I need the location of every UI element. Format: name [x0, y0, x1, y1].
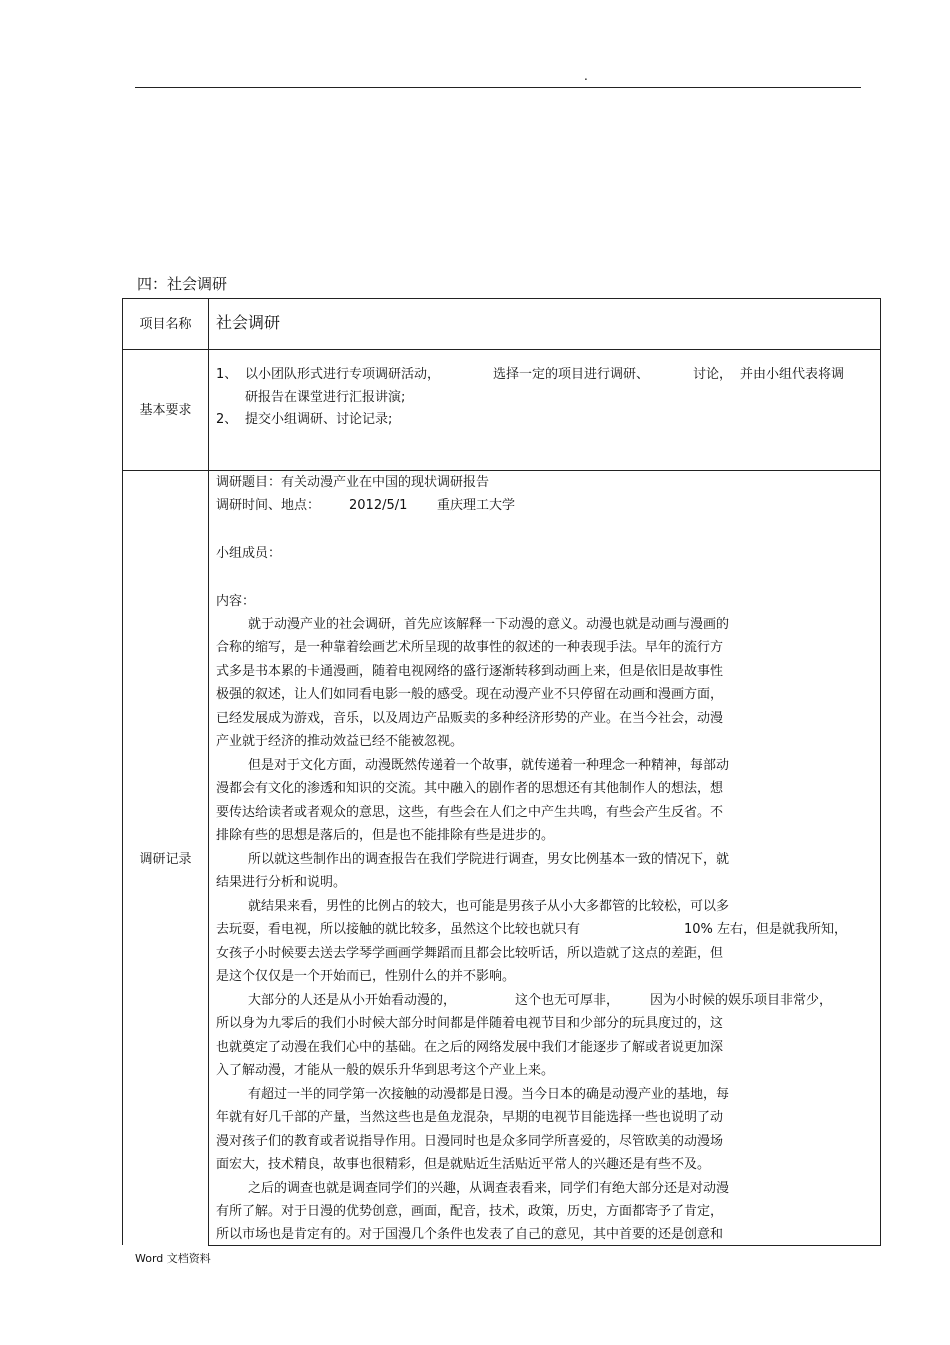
- requirement-2-number: 2、: [216, 412, 238, 427]
- label-basic-requirements: 基本要求: [139, 403, 192, 418]
- content-line-tail: 因为小时候的娱乐项目非常少，: [650, 993, 833, 1008]
- content-line: 女孩子小时候要去送去学琴学画画学舞蹈而且都会比较听话，所以造就了这点的差距，但: [216, 946, 724, 961]
- requirement-1-number: 1、: [216, 367, 238, 382]
- content-line: 大部分的人还是从小开始看动漫的，: [248, 993, 457, 1008]
- content-line: 结果进行分析和说明。: [216, 875, 347, 890]
- content-line: 就结果来看，男性的比例占的较大，也可能是男孩子从小大多都管的比较松，可以多: [248, 899, 730, 914]
- content-line: 极强的叙述，让人们如同看电影一般的感受。现在动漫产业不只停留在动画和漫画方面，: [216, 687, 724, 702]
- label-research-record: 调研记录: [139, 852, 192, 867]
- label-project-name: 项目名称: [139, 317, 192, 332]
- group-members-label: 小组成员：: [216, 546, 282, 561]
- content-line: 但是对于文化方面，动漫既然传递着一个故事，就传递着一种理念一种精神，每部动: [248, 758, 730, 773]
- content-line: 是这个仅仅是一个开始而已，性别什么的并不影响。: [216, 969, 516, 984]
- content-line: 也就奠定了动漫在我们心中的基础。在之后的网络发展中我们才能逐步了解或者说更加深: [216, 1040, 724, 1055]
- content-line: 年就有好几千部的产量，当然这些也是鱼龙混杂，早期的电视节目能选择一些也说明了动: [216, 1110, 724, 1125]
- content-line: 面宏大，技术精良，故事也很精彩，但是就贴近生活贴近平常人的兴趣还是有些不及。: [216, 1157, 711, 1172]
- section-title: 四：社会调研: [137, 275, 228, 293]
- content-label: 内容：: [216, 594, 256, 609]
- table-top-border: [122, 298, 881, 299]
- footer-text: Word 文档资料: [135, 1252, 211, 1265]
- table-right-border: [880, 298, 881, 1245]
- research-date: 2012/5/1: [349, 498, 408, 513]
- header-dot: .: [584, 69, 588, 83]
- requirement-1-text-c: 讨论，: [693, 367, 733, 382]
- content-line: 要传达给读者或者观众的意思，这些，有些会在人们之中产生共鸣，有些会产生反省。不: [216, 805, 724, 820]
- requirement-1-continued: 研报告在课堂进行汇报讲演;: [245, 390, 406, 405]
- content-line: 漫对孩子们的教育或者说指导作用。日漫同时也是众多同学所喜爱的，尽管欧美的动漫场: [216, 1134, 724, 1149]
- requirement-1-text-b: 选择一定的项目进行调研、: [493, 367, 650, 382]
- research-topic: 调研题目：有关动漫产业在中国的现状调研报告: [216, 475, 490, 490]
- requirement-2-text: 提交小组调研、讨论记录;: [245, 412, 393, 427]
- content-line: 之后的调查也就是调查同学们的兴趣，从调查表看来，同学们有绝大部分还是对动漫: [248, 1181, 730, 1196]
- column-divider: [208, 298, 209, 1245]
- content-line: 就于动漫产业的社会调研，首先应该解释一下动漫的意义。动漫也就是动画与漫画的: [248, 617, 730, 632]
- row-divider-2: [122, 470, 881, 471]
- content-line-mid: 这个也无可厚非，: [515, 993, 620, 1008]
- content-line: 产业就于经济的推动效益已经不能被忽视。: [216, 734, 464, 749]
- content-line: 所以身为九零后的我们小时候大部分时间都是伴随着电视节目和少部分的玩具度过的，这: [216, 1016, 724, 1031]
- row-divider-1: [122, 349, 881, 350]
- content-line-tail: 10% 左右，但是就我所知，: [684, 922, 848, 937]
- content-line: 所以市场也是肯定有的。对于国漫几个条件也发表了自己的意见，其中首要的还是创意和: [216, 1227, 724, 1242]
- content-line: 有超过一半的同学第一次接触的动漫都是日漫。当今日本的确是动漫产业的基地，每: [248, 1087, 730, 1102]
- content-line: 合称的缩写，是一种靠着绘画艺术所呈现的故事性的叙述的一种表现手法。早年的流行方: [216, 640, 724, 655]
- content-line: 有所了解。对于日漫的优势创意，画面，配音，技术，政策，历史，方面都寄予了肯定，: [216, 1204, 724, 1219]
- content-line: 已经发展成为游戏，音乐，以及周边产品贩卖的多种经济形势的产业。在当今社会，动漫: [216, 711, 724, 726]
- project-name-value: 社会调研: [216, 313, 281, 332]
- content-line: 式多是书本累的卡通漫画，随着电视网络的盛行逐渐转移到动画上来，但是依旧是故事性: [216, 664, 724, 679]
- table-left-border: [122, 298, 123, 1245]
- requirement-1-text-a: 以小团队形式进行专项调研活动，: [245, 367, 441, 382]
- content-line: 所以就这些制作出的调查报告在我们学院进行调查，男女比例基本一致的情况下，就: [248, 852, 730, 867]
- content-line: 漫都会有文化的渗透和知识的交流。其中融入的剧作者的思想还有其他制作人的想法，想: [216, 781, 724, 796]
- time-place-label: 调研时间、地点：: [216, 498, 321, 513]
- requirement-1-text-d: 并由小组代表将调: [740, 367, 845, 382]
- content-line: 入了解动漫，才能从一般的娱乐升华到思考这个产业上来。: [216, 1063, 555, 1078]
- content-line: 排除有些的思想是落后的，但是也不能排除有些是进步的。: [216, 828, 555, 843]
- content-line: 去玩耍，看电视，所以接触的就比较多，虽然这个比较也就只有: [216, 922, 581, 937]
- research-place: 重庆理工大学: [437, 498, 516, 513]
